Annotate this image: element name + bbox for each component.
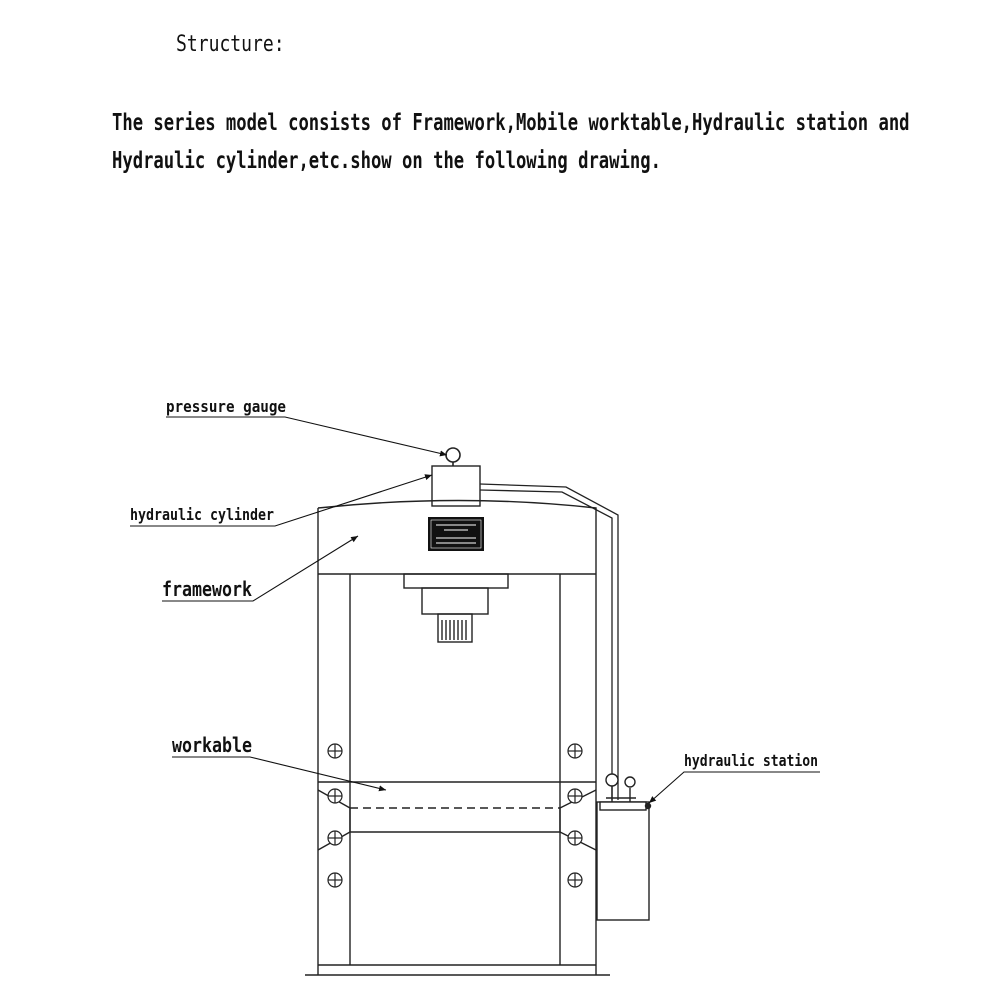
label-workable: workable [172,733,252,757]
hydraulic-cylinder [404,466,508,642]
pressure-gauge [446,448,460,466]
label-hydraulic-cylinder: hydraulic cylinder [130,505,274,524]
hydraulic-station [597,774,651,920]
name-plate [428,517,484,551]
framework-outline [305,501,610,976]
label-pressure-gauge: pressure gauge [166,397,286,416]
label-framework: framework [162,577,252,601]
description-line-2: Hydraulic cylinder,etc.show on the following drawing. [112,148,661,174]
section-heading: Structure: [176,32,285,57]
workable-table [318,782,596,850]
hydraulic-hose [480,484,618,800]
label-hydraulic-station: hydraulic station [684,751,818,770]
description-line-1: The series model consists of Framework,Mobile worktable,Hydraulic station and [112,110,910,136]
bolt-holes [328,744,582,887]
